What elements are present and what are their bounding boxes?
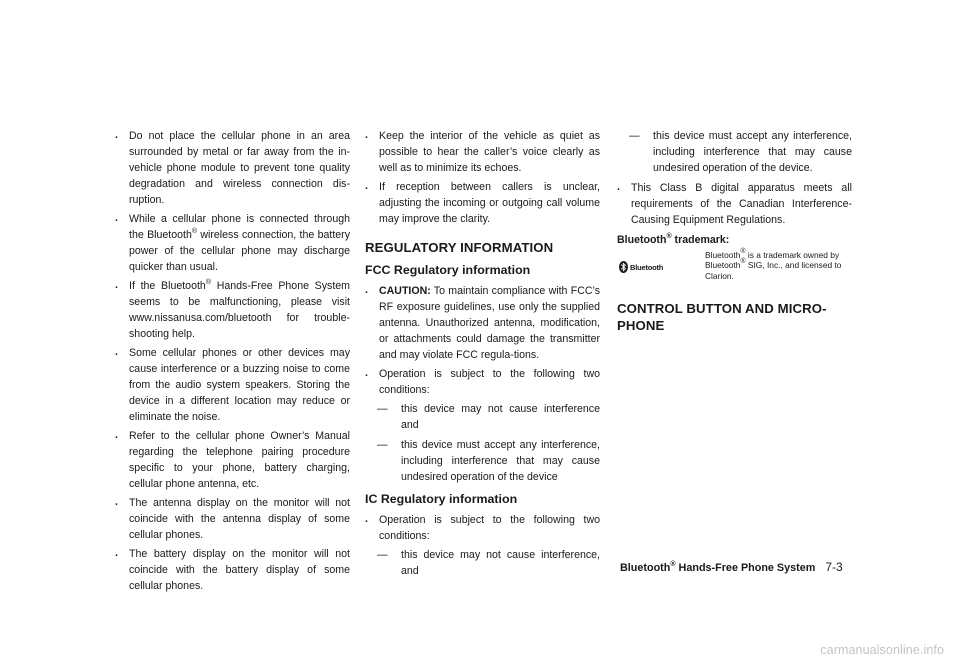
section-heading-regulatory: REGULATORY INFORMATION: [365, 240, 554, 255]
registered-mark: ®: [205, 279, 211, 286]
bullet-list: [617, 180, 852, 228]
registered-mark: ®: [740, 248, 746, 255]
condition-item: — this device may not cause interference and: [377, 401, 600, 433]
fcc-list: [365, 283, 600, 398]
section-heading-control: CONTROL BUTTON AND MICRO-PHONE: [617, 301, 827, 333]
list-item: . This Class B digital apparatus meets all requirements of the Canadian Interference-Causing Equipment Regulations.: [617, 180, 852, 228]
bullet-list: [365, 128, 600, 227]
watermark: carmanualsonline.info: [820, 643, 944, 657]
registered-mark: ®: [666, 233, 672, 240]
bluetooth-icon: [619, 261, 628, 273]
ic-list: [365, 512, 600, 544]
list-item: . Operation is subject to the following two conditions:: [365, 512, 600, 544]
list-item: . The antenna display on the monitor will not coincide with the antenna display of some cellular phones.: [115, 495, 350, 543]
list-item: . The battery display on the monitor will not coincide with the battery display of some cellular phones.: [115, 546, 350, 594]
logo-wordmark: Bluetooth: [630, 262, 664, 272]
condition-item: — this device may not cause interference, and: [377, 547, 600, 579]
list-item: . Do not place the cellular phone in an area surrounded by metal or far away from the in-vehicle phone module to prevent tone quality degradation and wireless connection dis-ruption.: [115, 128, 350, 208]
list-item: . If reception between callers is unclear, adjusting the incoming or outgoing call volume may improve the clarity.: [365, 179, 600, 227]
list-item: . Some cellular phones or other devices may cause interference or a buzzing noise to come from the audio system speakers. Storing the device in a different location may reduce or eliminate the noise.: [115, 345, 350, 425]
list-item: . Keep the interior of the vehicle as quiet as possible to hear the caller’s voice clearly as well as to minimize its echoes.: [365, 128, 600, 176]
footer-section-title: Bluetooth® Hands-Free Phone System: [620, 561, 816, 574]
list-item: . If the Bluetooth® Hands-Free Phone System seems to be malfunctioning, please visit www.nissanusa.com/bluetooth for trouble-shooting help.: [115, 278, 350, 342]
page-footer: [620, 560, 843, 574]
registered-mark: ®: [740, 258, 746, 266]
column-left: [115, 128, 350, 597]
column-middle: [365, 128, 600, 583]
subheading-fcc: FCC Regulatory information: [365, 263, 531, 277]
condition-item: — this device must accept any interference, including interference that may cause undesired operation of the device.: [629, 128, 852, 176]
subheading-ic: IC Regulatory information: [365, 492, 518, 506]
bullet-list: [115, 128, 350, 594]
list-item: . Refer to the cellular phone Owner’s Manual regarding the telephone pairing procedure specific to your phone, battery charging, cellular phone antenna, etc.: [115, 428, 350, 492]
list-item: . While a cellular phone is connected through the Bluetooth® wireless connection, the battery power of the cellular phone may discharge quicker than usual.: [115, 211, 350, 275]
list-item: . CAUTION: To maintain compliance with FCC’s RF exposure guidelines, use only the supplied antenna. Unauthorized antenna, modification, or attachments could damage the transmitter and may violate FCC regula-tions.: [365, 283, 600, 363]
trademark-note: Bluetooth® is a trademark owned by Bluetooth® SIG, Inc., and licensed to Clarion.: [705, 248, 842, 281]
condition-item: — this device must accept any interference, including interference that may cause undesired operation of the device: [377, 437, 600, 485]
page-number: 7-3: [825, 560, 843, 574]
list-item: . Operation is subject to the following two conditions:: [365, 366, 600, 398]
registered-mark: ®: [191, 228, 198, 235]
caution-label: CAUTION:: [379, 285, 431, 297]
column-right: [617, 128, 852, 338]
trademark-row: [617, 250, 852, 290]
bluetooth-logo: [619, 261, 677, 273]
trademark-heading: Bluetooth® trademark:: [617, 233, 730, 246]
registered-mark: ®: [670, 561, 676, 568]
